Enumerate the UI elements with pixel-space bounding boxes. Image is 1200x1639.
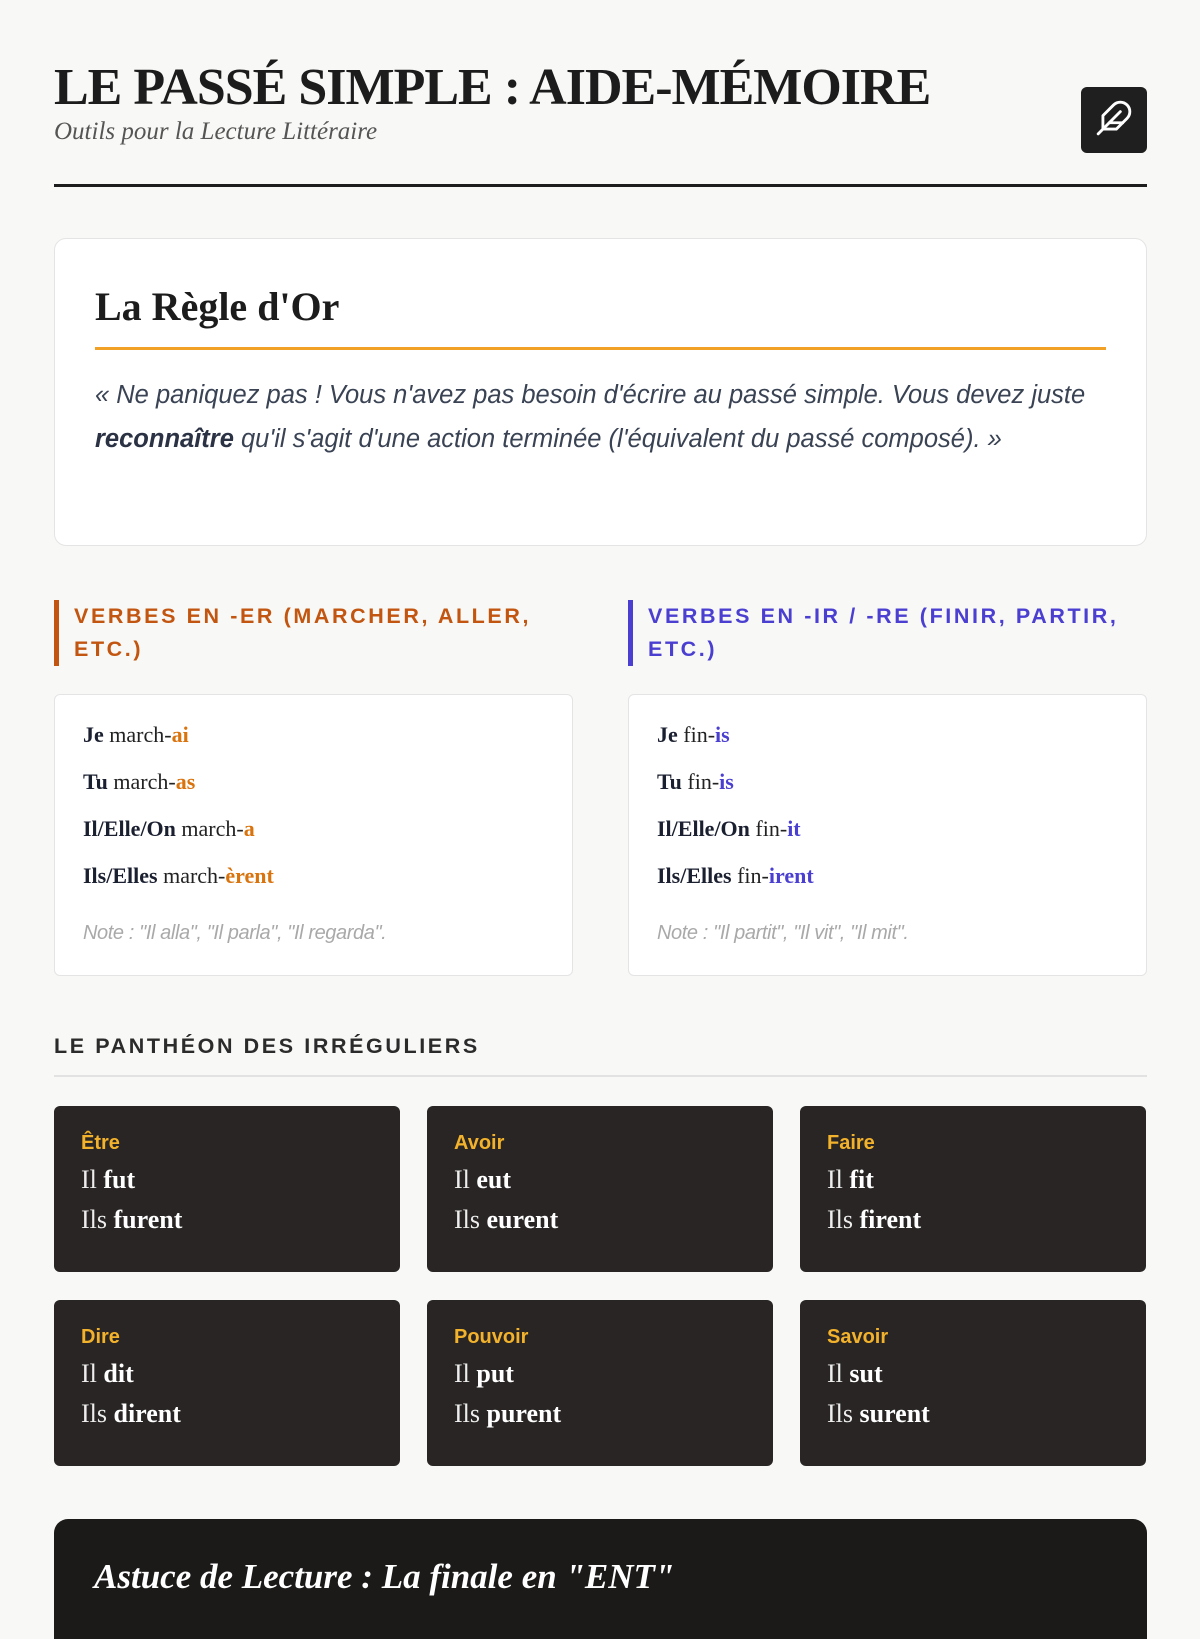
quote-text-end: qu'il s'agit d'une action terminée (l'équivalent du passé composé). » [233,425,1002,453]
ending: a [243,816,255,841]
irregular-card [800,1300,1146,1466]
er-verbs-section [54,600,573,944]
verb-form: eut [476,1165,512,1194]
page-title: LE PASSÉ SIMPLE : AIDE-MÉMOIRE [54,59,931,116]
pronoun: Ils [827,1399,853,1428]
verb-form: firent [859,1205,922,1234]
plural-form [81,1200,373,1240]
ending: is [715,722,730,747]
pronoun: Tu [83,769,108,794]
irregular-card [54,1106,400,1272]
quote-emphasis: reconnaître [95,425,234,453]
irregular-card [427,1106,773,1272]
ending: ai [171,722,189,747]
reading-tip-card [54,1519,1147,1639]
feather-button[interactable] [1081,87,1147,153]
plural-form [827,1394,1119,1434]
ending: it [787,816,801,841]
ir-conjugation-card [628,694,1147,976]
page [54,0,1147,1596]
pronoun: Ils [454,1399,480,1428]
conjugation-row [83,721,544,768]
stem: march- [113,769,176,794]
pronoun: Ils [81,1205,107,1234]
stem: fin- [737,863,769,888]
irregulars-heading: LE PANTHÉON DES IRRÉGULIERS [54,1034,1147,1077]
golden-rule-title: La Règle d'Or [95,283,1106,350]
singular-form [454,1354,746,1394]
golden-rule-card [54,238,1147,546]
conjugation-row [657,721,1118,768]
verb-form: furent [113,1205,183,1234]
conjugation-row [83,815,544,862]
pronoun: Ils/Elles [657,863,732,888]
irregulars-grid [54,1106,1147,1466]
verb-form: put [476,1359,514,1388]
plural-form [81,1394,373,1434]
stem: fin- [687,769,720,794]
irregular-card [54,1300,400,1466]
singular-form [827,1354,1119,1394]
er-verbs-heading: VERBES EN -ER (MARCHER, ALLER, ETC.) [54,600,573,666]
page-subtitle: Outils pour la Lecture Littéraire [54,118,378,145]
verb-form: eurent [486,1205,559,1234]
pronoun: Je [83,722,104,747]
er-conjugation-card [54,694,573,976]
verb-form: dirent [113,1399,181,1428]
ending: èrent [225,863,274,888]
verb-form: sut [849,1359,883,1388]
pronoun: Ils [454,1205,480,1234]
pronoun: Ils/Elles [83,863,158,888]
ir-note: Note : "Il partit", "Il vit", "Il mit". [657,922,909,944]
verb-form: purent [486,1399,562,1428]
singular-form [81,1160,373,1200]
stem: march- [181,816,244,841]
pronoun: Il [827,1165,843,1194]
conjugation-row [657,862,1118,909]
verb-form: fut [103,1165,136,1194]
irregular-card [427,1300,773,1466]
stem: march- [109,722,172,747]
feather-icon [1095,99,1133,142]
reading-tip-title: Astuce de Lecture : La finale en "ENT" [94,1557,675,1596]
pronoun: Il [454,1359,470,1388]
irregular-verb: Pouvoir [454,1326,529,1348]
ir-verbs-heading: VERBES EN -IR / -RE (FINIR, PARTIR, ETC.) [628,600,1147,666]
pronoun: Ils [827,1205,853,1234]
conjugation-row [83,862,544,909]
irregular-verb: Savoir [827,1326,889,1348]
pronoun: Il/Elle/On [657,816,750,841]
plural-form [454,1394,746,1434]
pronoun: Il [827,1359,843,1388]
irregular-verb: Faire [827,1132,875,1154]
quote-text-start: « Ne paniquez pas ! Vous n'avez pas besoin d'écrire au passé simple. Vous devez juste [95,381,1086,409]
plural-form [827,1200,1119,1240]
irregular-verb: Avoir [454,1132,505,1154]
pronoun: Ils [81,1399,107,1428]
irregular-card [800,1106,1146,1272]
ending: is [719,769,734,794]
pronoun: Tu [657,769,682,794]
stem: fin- [755,816,788,841]
ir-verbs-section [628,600,1147,944]
stem: march- [163,863,226,888]
conjugation-row [657,768,1118,815]
verb-form: dit [103,1359,134,1388]
conjugation-row [83,768,544,815]
singular-form [454,1160,746,1200]
golden-rule-quote [95,373,1106,461]
verb-form: fit [849,1165,874,1194]
er-note: Note : "Il alla", "Il parla", "Il regarda". [83,922,387,944]
verb-form: surent [859,1399,930,1428]
ending: irent [768,863,814,888]
pronoun: Il [81,1359,97,1388]
singular-form [81,1354,373,1394]
header [54,0,1147,187]
ending: as [175,769,196,794]
pronoun: Il/Elle/On [83,816,176,841]
stem: fin- [683,722,716,747]
singular-form [827,1160,1119,1200]
conjugation-row [657,815,1118,862]
pronoun: Je [657,722,678,747]
pronoun: Il [454,1165,470,1194]
irregular-verb: Dire [81,1326,120,1348]
irregular-verb: Être [81,1132,120,1154]
plural-form [454,1200,746,1240]
pronoun: Il [81,1165,97,1194]
